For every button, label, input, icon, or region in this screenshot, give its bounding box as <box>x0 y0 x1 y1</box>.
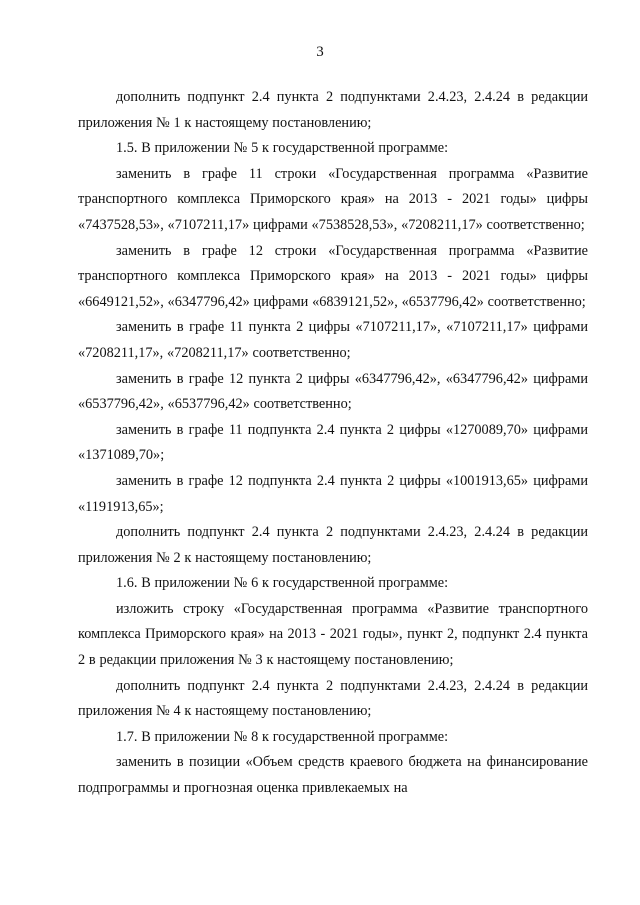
paragraph-14: заменить в позиции «Объем средств краевого бюджета на финансирование подпрограммы и прогнозная оценка привлекаемых на <box>78 754 588 797</box>
paragraph-6: заменить в графе 12 пункта 2 цифры «6347796,42», «6347796,42» цифрами «6537796,42», «6537796,42» соответственно; <box>78 370 588 413</box>
paragraph-11: изложить строку «Государственная программа «Развитие транспортного комплекса Приморского края» на 2013 - 2021 годы», пункт 2, подпункт 2.4 пункта 2 в редакции приложения № 3 к настоящему постановлению; <box>78 600 588 669</box>
paragraph-9: дополнить подпункт 2.4 пункта 2 подпунктами 2.4.23, 2.4.24 в редакции приложения № 2 к настоящему постановлению; <box>78 524 588 566</box>
paragraph-1: дополнить подпункт 2.4 пункта 2 подпунктами 2.4.23, 2.4.24 в редакции приложения № 1 к настоящему постановлению; <box>78 89 588 131</box>
paragraph-5: заменить в графе 11 пункта 2 цифры «7107211,17», «7107211,17» цифрами «7208211,17», «7208211,17» соответственно; <box>78 319 588 361</box>
paragraph-12: дополнить подпункт 2.4 пункта 2 подпунктами 2.4.23, 2.4.24 в редакции приложения № 4 к настоящему постановлению; <box>78 677 588 720</box>
page-number: 3 <box>316 44 324 60</box>
paragraph-2: 1.5. В приложении № 5 к государственной программе: <box>116 140 449 157</box>
document-body <box>78 85 588 802</box>
paragraph-13: 1.7. В приложении № 8 к государственной программе: <box>116 728 449 745</box>
paragraph-3: заменить в графе 11 строки «Государственная программа «Развитие транспортного комплекса Приморского края» на 2013 - 2021 годы» цифры «7437528,53», «7107211,17» цифрами «7538528,53», «7208211,17» соответственно; <box>78 165 588 233</box>
paragraph-4: заменить в графе 12 строки «Государственная программа «Развитие транспортного комплекса Приморского края» на 2013 - 2021 годы» цифры «6649121,52», «6347796,42» цифрами «6839121,52», «6537796,42» соответственно; <box>78 242 588 310</box>
paragraph-10: 1.6. В приложении № 6 к государственной программе: <box>116 575 449 592</box>
paragraph-8: заменить в графе 12 подпункта 2.4 пункта 2 цифры «1001913,65» цифрами «1191913,65»; <box>78 472 588 515</box>
paragraph-7: заменить в графе 11 подпункта 2.4 пункта 2 цифры «1270089,70» цифрами «1371089,70»; <box>78 421 588 464</box>
